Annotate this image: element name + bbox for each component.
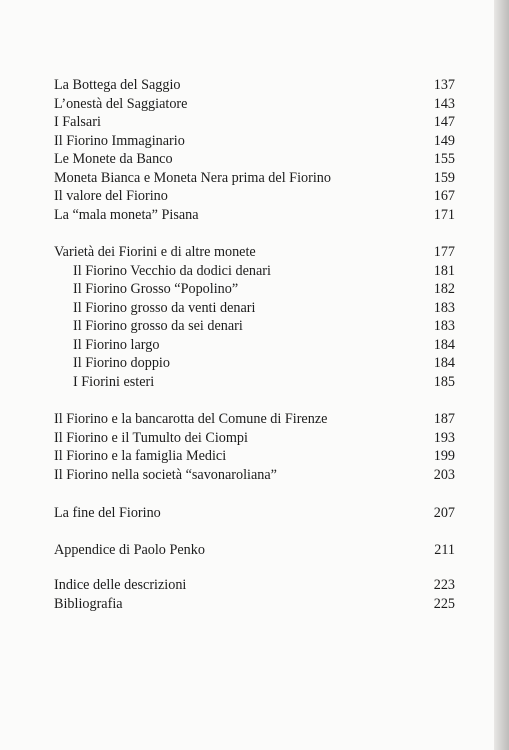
- toc-entry-title: Il Fiorino Grosso “Popolino”: [73, 281, 239, 297]
- toc-entry-title: L’onestà del Saggiatore: [54, 95, 188, 112]
- toc-entry-title: La Bottega del Saggio: [54, 77, 181, 93]
- toc-subentry: [54, 262, 455, 281]
- toc-subentry: [54, 354, 455, 373]
- toc-entry-title: Appendice di Paolo Penko: [54, 541, 205, 558]
- toc-group-6: [54, 576, 455, 613]
- toc-entry-page: 182: [433, 281, 455, 297]
- table-of-contents: [54, 76, 455, 632]
- toc-entry: [54, 187, 455, 206]
- toc-entry-title: Il Fiorino Immaginario: [54, 132, 185, 149]
- toc-group-4: [54, 504, 455, 523]
- toc-entry: [54, 150, 455, 169]
- toc-entry-page: 184: [433, 355, 455, 371]
- toc-subentry: [54, 317, 455, 336]
- toc-entry-page: 171: [433, 206, 455, 223]
- toc-entry-title: Il Fiorino grosso da venti denari: [73, 299, 256, 316]
- toc-group-1: [54, 76, 455, 224]
- toc-entry: [54, 504, 455, 523]
- toc-entry-title: La “mala moneta” Pisana: [54, 206, 199, 223]
- toc-entry: [54, 206, 455, 225]
- toc-subentry: [54, 336, 455, 355]
- toc-entry-title: Il Fiorino e la famiglia Medici: [54, 448, 227, 464]
- toc-entry-title: Il Fiorino largo: [73, 336, 160, 353]
- toc-entry-page: 193: [433, 429, 455, 446]
- toc-entry-page: 159: [433, 169, 455, 186]
- toc-entry-title: Il Fiorino e la bancarotta del Comune di Firenze: [54, 411, 328, 427]
- toc-entry: [54, 447, 455, 466]
- toc-entry-title: Il Fiorino doppio: [73, 355, 170, 371]
- toc-entry: [54, 243, 455, 262]
- toc-subentry: [54, 280, 455, 299]
- toc-entry-page: 143: [433, 95, 455, 112]
- toc-entry-page: 184: [433, 336, 455, 353]
- toc-entry-title: Varietà dei Fiorini e di altre monete: [54, 244, 256, 260]
- toc-entry-page: 183: [433, 318, 455, 334]
- toc-entry-title: Indice delle descrizioni: [54, 577, 187, 593]
- toc-entry-page: 167: [433, 188, 455, 204]
- toc-entry-title: Bibliografia: [54, 595, 123, 612]
- toc-entry-title: La fine del Fiorino: [54, 505, 161, 521]
- page-edge-shadow: [494, 0, 509, 750]
- toc-subentry: [54, 299, 455, 318]
- toc-entry-page: 225: [433, 595, 455, 612]
- toc-entry-page: 199: [433, 448, 455, 464]
- toc-entry: [54, 95, 455, 114]
- toc-entry-title: Le Monete da Banco: [54, 151, 173, 167]
- toc-entry: [54, 169, 455, 188]
- toc-entry-title: Il Fiorino e il Tumulto dei Ciompi: [54, 429, 248, 446]
- toc-entry: [54, 595, 455, 614]
- toc-entry-page: 185: [433, 373, 455, 390]
- toc-entry: [54, 132, 455, 151]
- toc-entry: [54, 76, 455, 95]
- toc-entry-page: 187: [433, 411, 455, 427]
- toc-entry-title: Moneta Bianca e Moneta Nera prima del Fiorino: [54, 169, 331, 186]
- toc-group-2: [54, 243, 455, 391]
- toc-entry: [54, 410, 455, 429]
- toc-entry-page: 207: [433, 505, 455, 521]
- toc-entry-title: Il Fiorino nella società “savonaroliana”: [54, 466, 277, 483]
- toc-group-5: [54, 541, 455, 560]
- toc-entry-page: 183: [433, 299, 455, 316]
- toc-entry: [54, 576, 455, 595]
- toc-entry-title: Il valore del Fiorino: [54, 188, 168, 204]
- toc-entry-page: 149: [433, 132, 455, 149]
- toc-entry-page: 147: [433, 114, 455, 130]
- toc-entry-page: 177: [433, 244, 455, 260]
- toc-entry-page: 211: [434, 541, 455, 558]
- toc-group-3: [54, 410, 455, 484]
- toc-entry: [54, 466, 455, 485]
- toc-entry-page: 137: [433, 77, 455, 93]
- toc-entry-title: I Falsari: [54, 114, 101, 130]
- toc-subentry: [54, 373, 455, 392]
- toc-entry-page: 181: [433, 262, 455, 279]
- toc-entry-page: 155: [433, 151, 455, 167]
- toc-entry: [54, 113, 455, 132]
- toc-entry: [54, 541, 455, 560]
- toc-entry-page: 203: [433, 466, 455, 483]
- toc-entry-title: I Fiorini esteri: [73, 373, 155, 390]
- toc-entry-title: Il Fiorino Vecchio da dodici denari: [73, 262, 271, 279]
- toc-entry-title: Il Fiorino grosso da sei denari: [73, 318, 243, 334]
- toc-entry-page: 223: [433, 577, 455, 593]
- toc-entry: [54, 429, 455, 448]
